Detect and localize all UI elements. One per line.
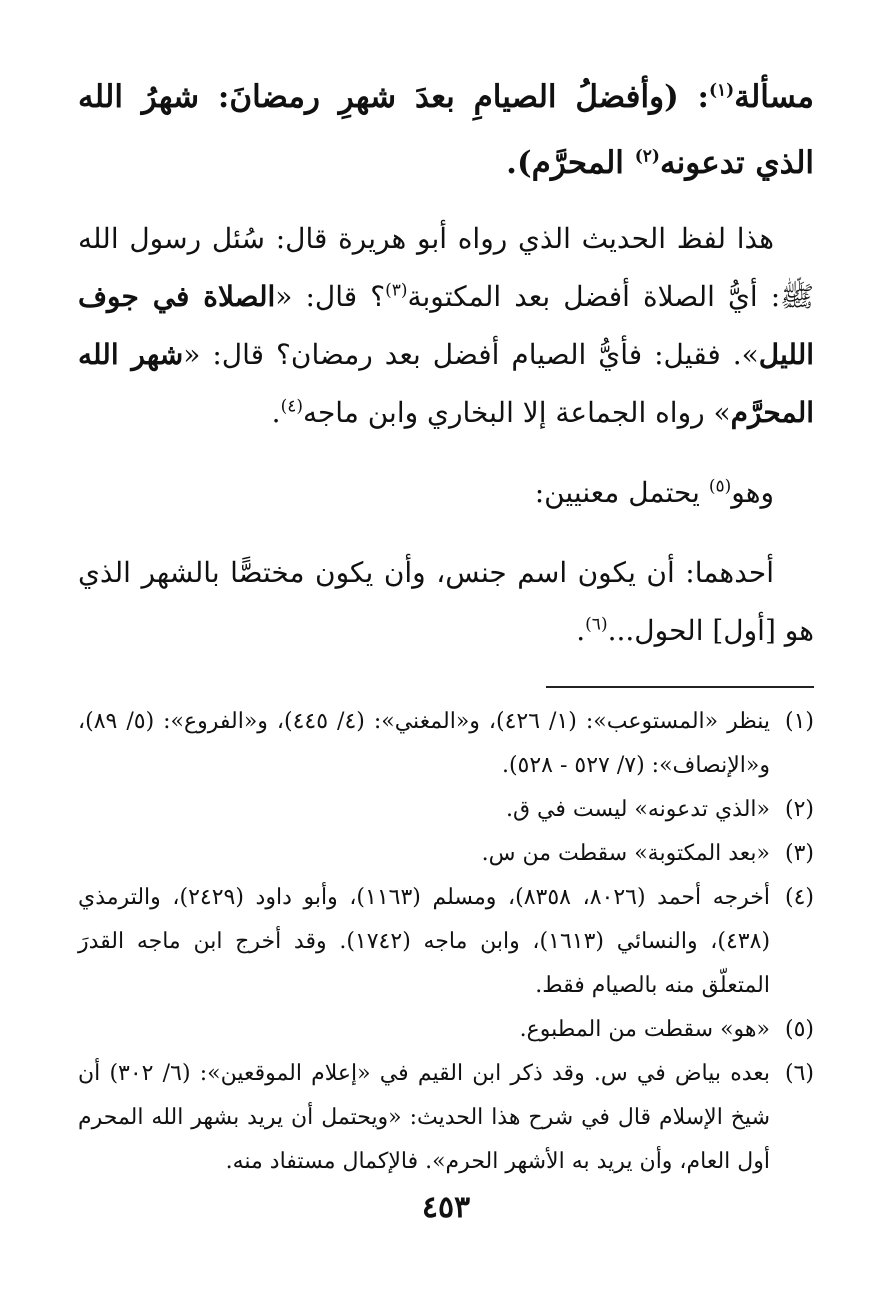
footnote-text: ينظر «المستوعب»: (١/ ٤٢٦)، و«المغني»: (٤/ ٤٤٥)، و«الفروع»: (٥/ ٨٩)، و«الإنصاف»: (٧/ ٥٢٧ - ٥٢٨). xyxy=(78,709,771,778)
footnotes-section xyxy=(78,700,814,1184)
footnote-text: أخرجه أحمد (٨٠٢٦، ٨٣٥٨)، ومسلم (١١٦٣)، وأبو داود (٢٤٢٩)، والترمذي (٤٣٨)، والنسائي (١٦١٣)، وابن ماجه (١٧٤٢). وقد أخرج ابن ماجه القدرَ المتعلّق منه بالصيام فقط. xyxy=(78,885,771,998)
bold-quote: شهر الله المحرَّم xyxy=(78,338,814,429)
footnote-number: (٣) xyxy=(784,841,814,866)
meaning-paragraph xyxy=(78,464,814,522)
paragraph-text: . xyxy=(271,396,281,429)
heading-text: : (وأفضلُ الصيامِ بعدَ شهرِ رمضانَ: شهرُ الله الذي تدعونه xyxy=(78,79,814,181)
heading-text: المحرَّم). xyxy=(506,145,635,181)
first-meaning-paragraph xyxy=(78,544,814,660)
paragraph-text: أحدهما: أن يكون اسم جنس، وأن يكون مختصًّا بالشهر الذي هو [أول] الحول... xyxy=(78,556,814,647)
paragraph-text: » رواه الجماعة إلا البخاري وابن ماجه xyxy=(302,396,731,429)
footnote-text: «الذي تدعونه» ليست في ق. xyxy=(505,797,770,822)
footnote-marker[interactable]: (٥) xyxy=(708,476,732,497)
footnote xyxy=(78,1052,814,1184)
paragraph-text: يحتمل معنيين: xyxy=(534,476,709,509)
footnote xyxy=(78,832,814,876)
footnote xyxy=(78,876,814,1008)
footnote-number: (٦) xyxy=(784,1061,814,1086)
footnote-marker[interactable]: (٦) xyxy=(585,614,608,635)
footnote-marker[interactable]: (٤) xyxy=(280,396,303,417)
footnote xyxy=(78,1008,814,1052)
paragraph-text: وهو xyxy=(731,476,774,509)
footnote-number: (٢) xyxy=(784,797,814,822)
bold-quote: الصلاة في جوف الليل xyxy=(78,280,815,371)
footnote-text: «بعد المكتوبة» سقطت من س. xyxy=(481,841,770,866)
footnote xyxy=(78,788,814,832)
page-number: ٤٥٣ xyxy=(421,1190,471,1225)
paragraph-text: ». فقيل: فأيُّ الصيام أفضل بعد رمضان؟ قال: « xyxy=(183,338,759,371)
footnote-number: (٥) xyxy=(784,1017,814,1042)
paragraph-text: ؟ قال: « xyxy=(275,280,386,313)
hadith-paragraph xyxy=(78,210,814,442)
footnote-text: بعده بياض في س. وقد ذكر ابن القيم في «إعلام الموقعين»: (٦/ ٣٠٢) أن شيخ الإسلام قال في شرح هذا الحديث: «ويحتمل أن يريد بشهر الله المحرم أول العام، وأن يريد به الأشهر الحرم». فالإكمال مستفاد منه. xyxy=(78,1061,771,1174)
issue-label: مسألة xyxy=(734,79,814,115)
footnote-text: «هو» سقطت من المطبوع. xyxy=(519,1017,770,1042)
footnote xyxy=(78,700,814,788)
paragraph-text: . xyxy=(576,614,586,647)
footnote-marker[interactable]: (١) xyxy=(708,80,735,101)
main-text xyxy=(78,64,814,682)
footnote-marker[interactable]: (٣) xyxy=(385,280,408,301)
footnote-number: (٤) xyxy=(784,885,814,910)
paragraph-text: هذا لفظ الحديث الذي رواه أبو هريرة قال: سُئل رسول الله ﷺ: أيُّ الصلاة أفضل بعد المكتوبة xyxy=(78,222,814,313)
footnote-marker[interactable]: (٢) xyxy=(634,146,660,167)
issue-heading xyxy=(78,64,814,196)
footnote-divider xyxy=(546,686,814,688)
footnote-number: (١) xyxy=(784,709,814,734)
